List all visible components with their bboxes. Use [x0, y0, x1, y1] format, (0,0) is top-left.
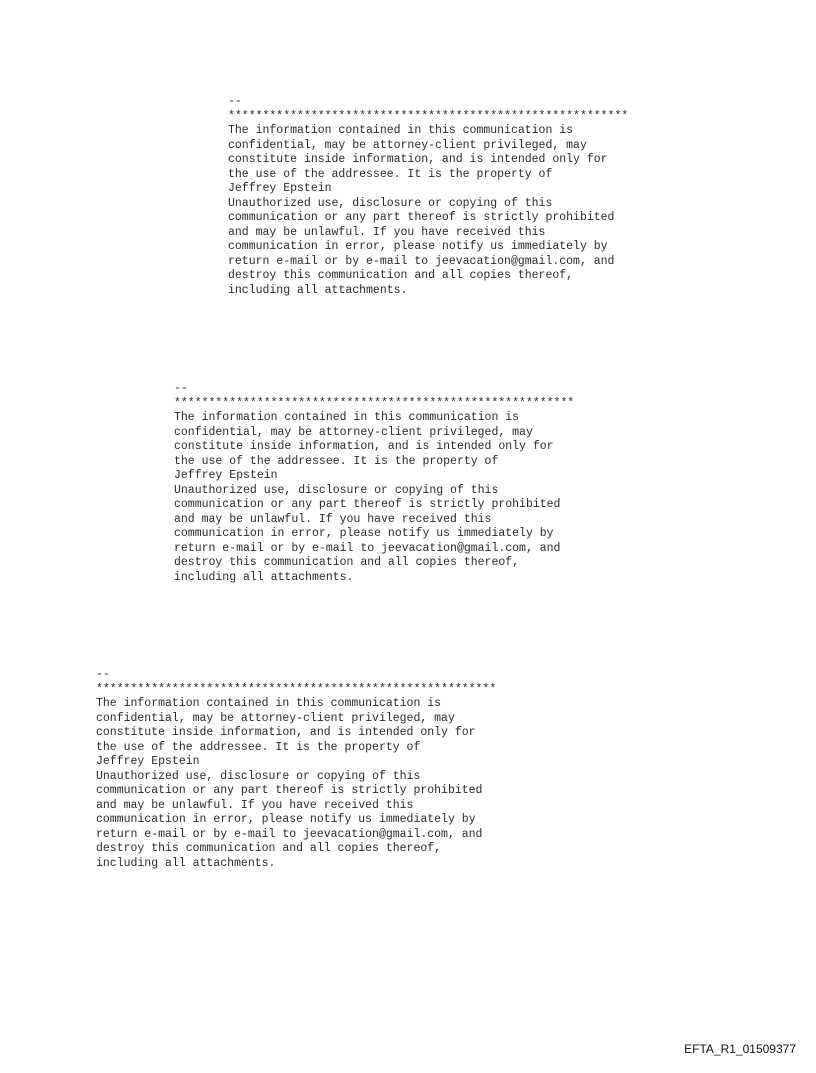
- disclaimer-line: The information contained in this communication is: [174, 411, 520, 424]
- disclaimer-line: including all attachments.: [174, 570, 354, 584]
- disclaimer-block-3: [96, 668, 496, 871]
- disclaimer-line: the use of the addressee. It is the property of: [228, 167, 553, 181]
- disclaimer-line: and may be unlawful. If you have received this: [228, 225, 546, 239]
- disclaimer-line: including all attachments.: [96, 856, 276, 870]
- disclaimer-line: return e-mail or by e-mail to jeevacation@gmail.com, and: [96, 827, 483, 841]
- document-id: EFTA_R1_01509377: [684, 1042, 796, 1056]
- disclaimer-line: Jeffrey Epstein: [228, 182, 332, 195]
- disclaimer-line: confidential, may be attorney-client privileged, may: [174, 425, 533, 439]
- disclaimer-line: confidential, may be attorney-client privileged, may: [228, 138, 587, 152]
- disclaimer-line: destroy this communication and all copies thereof,: [228, 269, 574, 282]
- disclaimer-line: --: [228, 95, 242, 108]
- disclaimer-line: **********************************************************: [174, 396, 575, 410]
- disclaimer-line: including all attachments.: [228, 283, 408, 297]
- disclaimer-line: Unauthorized use, disclosure or copying of this: [228, 196, 553, 210]
- disclaimer-line: Unauthorized use, disclosure or copying of this: [96, 769, 421, 783]
- disclaimer-line: constitute inside information, and is intended only for: [228, 153, 608, 166]
- disclaimer-line: **********************************************************: [228, 109, 629, 123]
- disclaimer-line: communication in error, please notify us immediately by: [174, 527, 554, 540]
- disclaimer-line: and may be unlawful. If you have received this: [174, 512, 492, 526]
- disclaimer-block-2: [174, 382, 574, 585]
- disclaimer-line: communication in error, please notify us immediately by: [96, 813, 476, 826]
- disclaimer-line: confidential, may be attorney-client privileged, may: [96, 711, 455, 725]
- disclaimer-line: constitute inside information, and is intended only for: [174, 440, 554, 453]
- disclaimer-line: destroy this communication and all copies thereof,: [174, 556, 520, 569]
- disclaimer-line: communication or any part thereof is strictly prohibited: [96, 784, 483, 797]
- disclaimer-line: **********************************************************: [96, 682, 497, 696]
- disclaimer-line: destroy this communication and all copies thereof,: [96, 842, 442, 855]
- disclaimer-line: communication in error, please notify us immediately by: [228, 240, 608, 253]
- disclaimer-line: return e-mail or by e-mail to jeevacation@gmail.com, and: [174, 541, 561, 555]
- disclaimer-line: return e-mail or by e-mail to jeevacation@gmail.com, and: [228, 254, 615, 268]
- disclaimer-block-1: [228, 95, 628, 298]
- disclaimer-line: --: [96, 668, 110, 681]
- disclaimer-line: and may be unlawful. If you have received this: [96, 798, 414, 812]
- disclaimer-line: --: [174, 382, 188, 395]
- disclaimer-line: the use of the addressee. It is the property of: [174, 454, 499, 468]
- disclaimer-line: Unauthorized use, disclosure or copying of this: [174, 483, 499, 497]
- disclaimer-line: The information contained in this communication is: [96, 697, 442, 710]
- disclaimer-line: constitute inside information, and is intended only for: [96, 726, 476, 739]
- disclaimer-line: The information contained in this communication is: [228, 124, 574, 137]
- disclaimer-line: Jeffrey Epstein: [96, 755, 200, 768]
- disclaimer-line: communication or any part thereof is strictly prohibited: [174, 498, 561, 511]
- disclaimer-line: Jeffrey Epstein: [174, 469, 278, 482]
- disclaimer-line: the use of the addressee. It is the property of: [96, 740, 421, 754]
- disclaimer-line: communication or any part thereof is strictly prohibited: [228, 211, 615, 224]
